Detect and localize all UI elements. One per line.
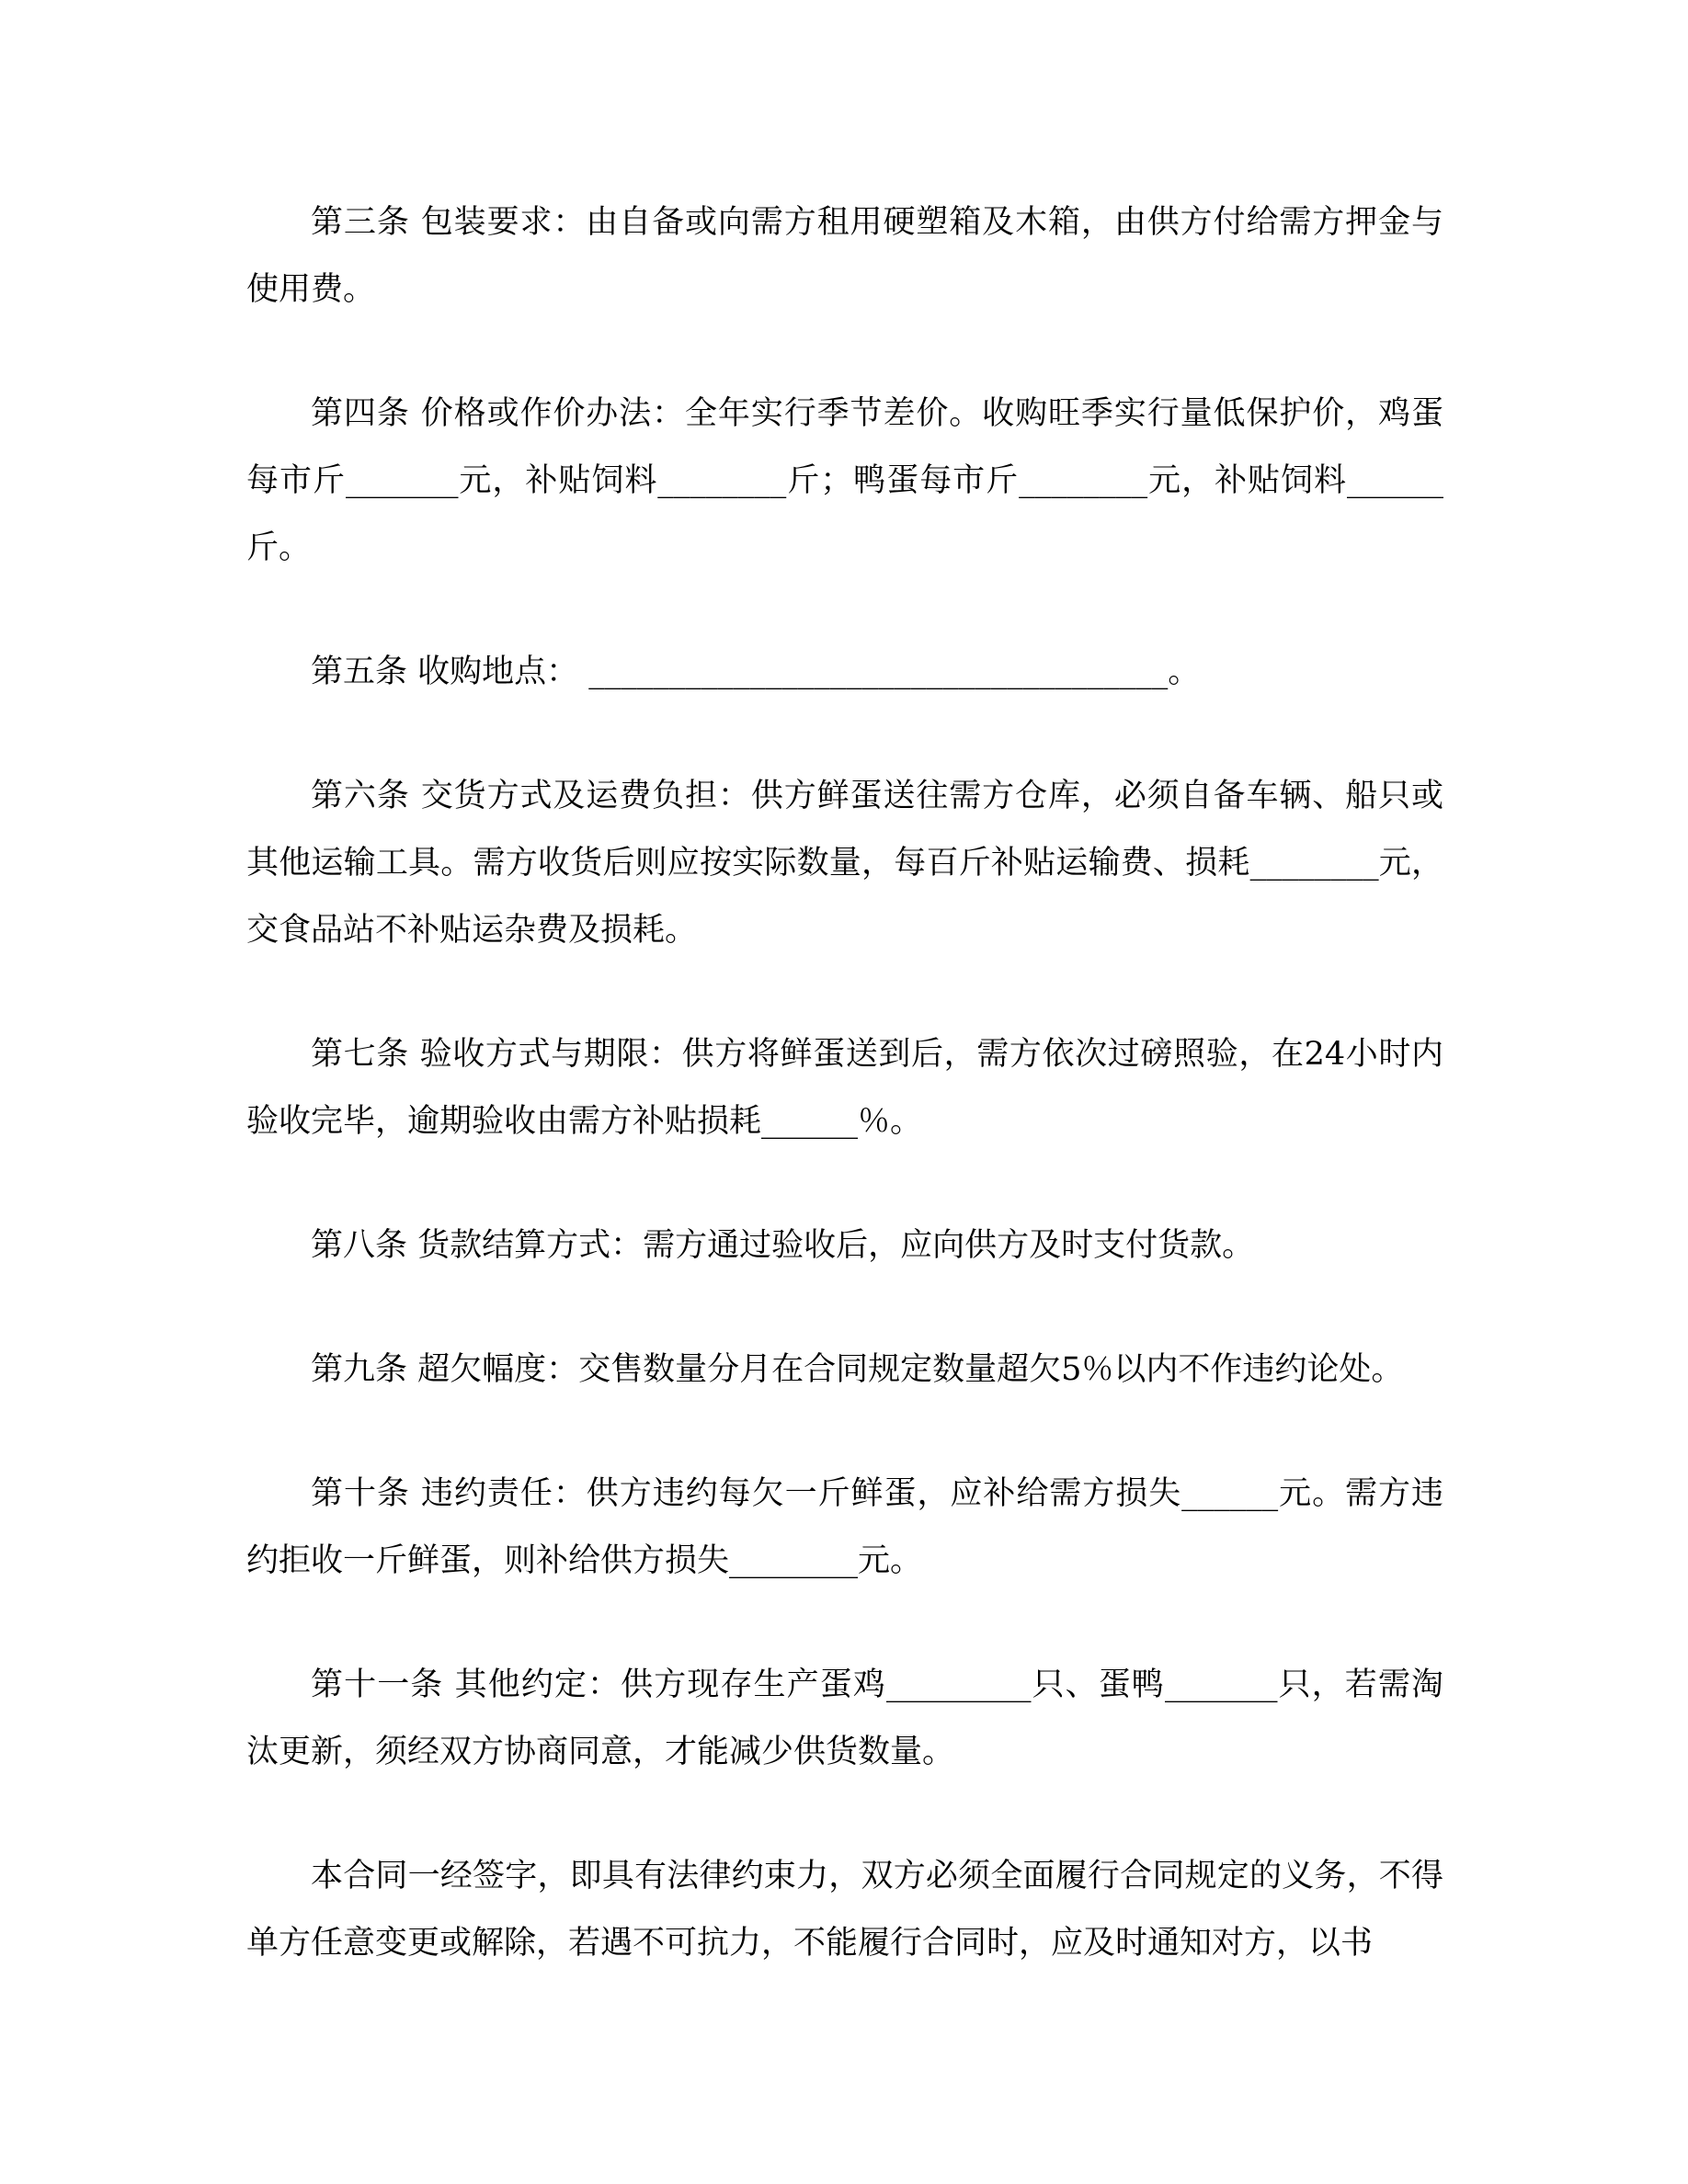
clause-7-inspection-method-deadline: 第七条 验收方式与期限：供方将鲜蛋送到后，需方依次过磅照验，在24小时内验收完毕，逾期验收由需方补贴损耗______％。 — [246, 1036, 1443, 1140]
clause-9-over-shortfall-margin: 第九条 超欠幅度：交售数量分月在合同规定数量超欠5％以内不作违约论处。 — [311, 1351, 1404, 1388]
clause-6-delivery-and-freight: 第六条 交货方式及运费负担：供方鲜蛋送往需方仓库，必须自备车辆、船只或其他运输工具。需方收货后则应按实际数量，每百斤补贴运输费、损耗________元，交食品站不补贴运杂费及损耗。 — [246, 778, 1443, 949]
clause-8-payment-settlement: 第八条 货款结算方式：需方通过验收后，应向供方及时支付货款。 — [311, 1227, 1255, 1264]
clause-3-packaging-requirements: 第三条 包装要求：由自备或向需方租用硬塑箱及木箱，由供方付给需方押金与使用费。 — [246, 204, 1443, 308]
clause-5-purchase-location: 第五条 收购地点： ____________________________________。 — [311, 654, 1201, 690]
clause-11-other-agreements: 第十一条 其他约定：供方现存生产蛋鸡_________只、蛋鸭_______只，若需淘汰更新，须经双方协商同意，才能减少供货数量。 — [246, 1666, 1443, 1770]
clause-4-pricing-method: 第四条 价格或作价办法：全年实行季节差价。收购旺季实行量低保护价，鸡蛋每市斤_______元，补贴饲料________斤；鸭蛋每市斤________元，补贴饲料______斤。 — [246, 395, 1443, 566]
closing-statement: 本合同一经签字，即具有法律约束力，双方必须全面履行合同规定的义务，不得单方任意变更或解除，若遇不可抗力，不能履行合同时，应及时通知对方，以书 — [246, 1858, 1443, 1962]
clause-10-breach-liability: 第十条 违约责任：供方违约每欠一斤鲜蛋，应补给需方损失______元。需方违约拒收一斤鲜蛋，则补给供方损失________元。 — [246, 1475, 1443, 1579]
